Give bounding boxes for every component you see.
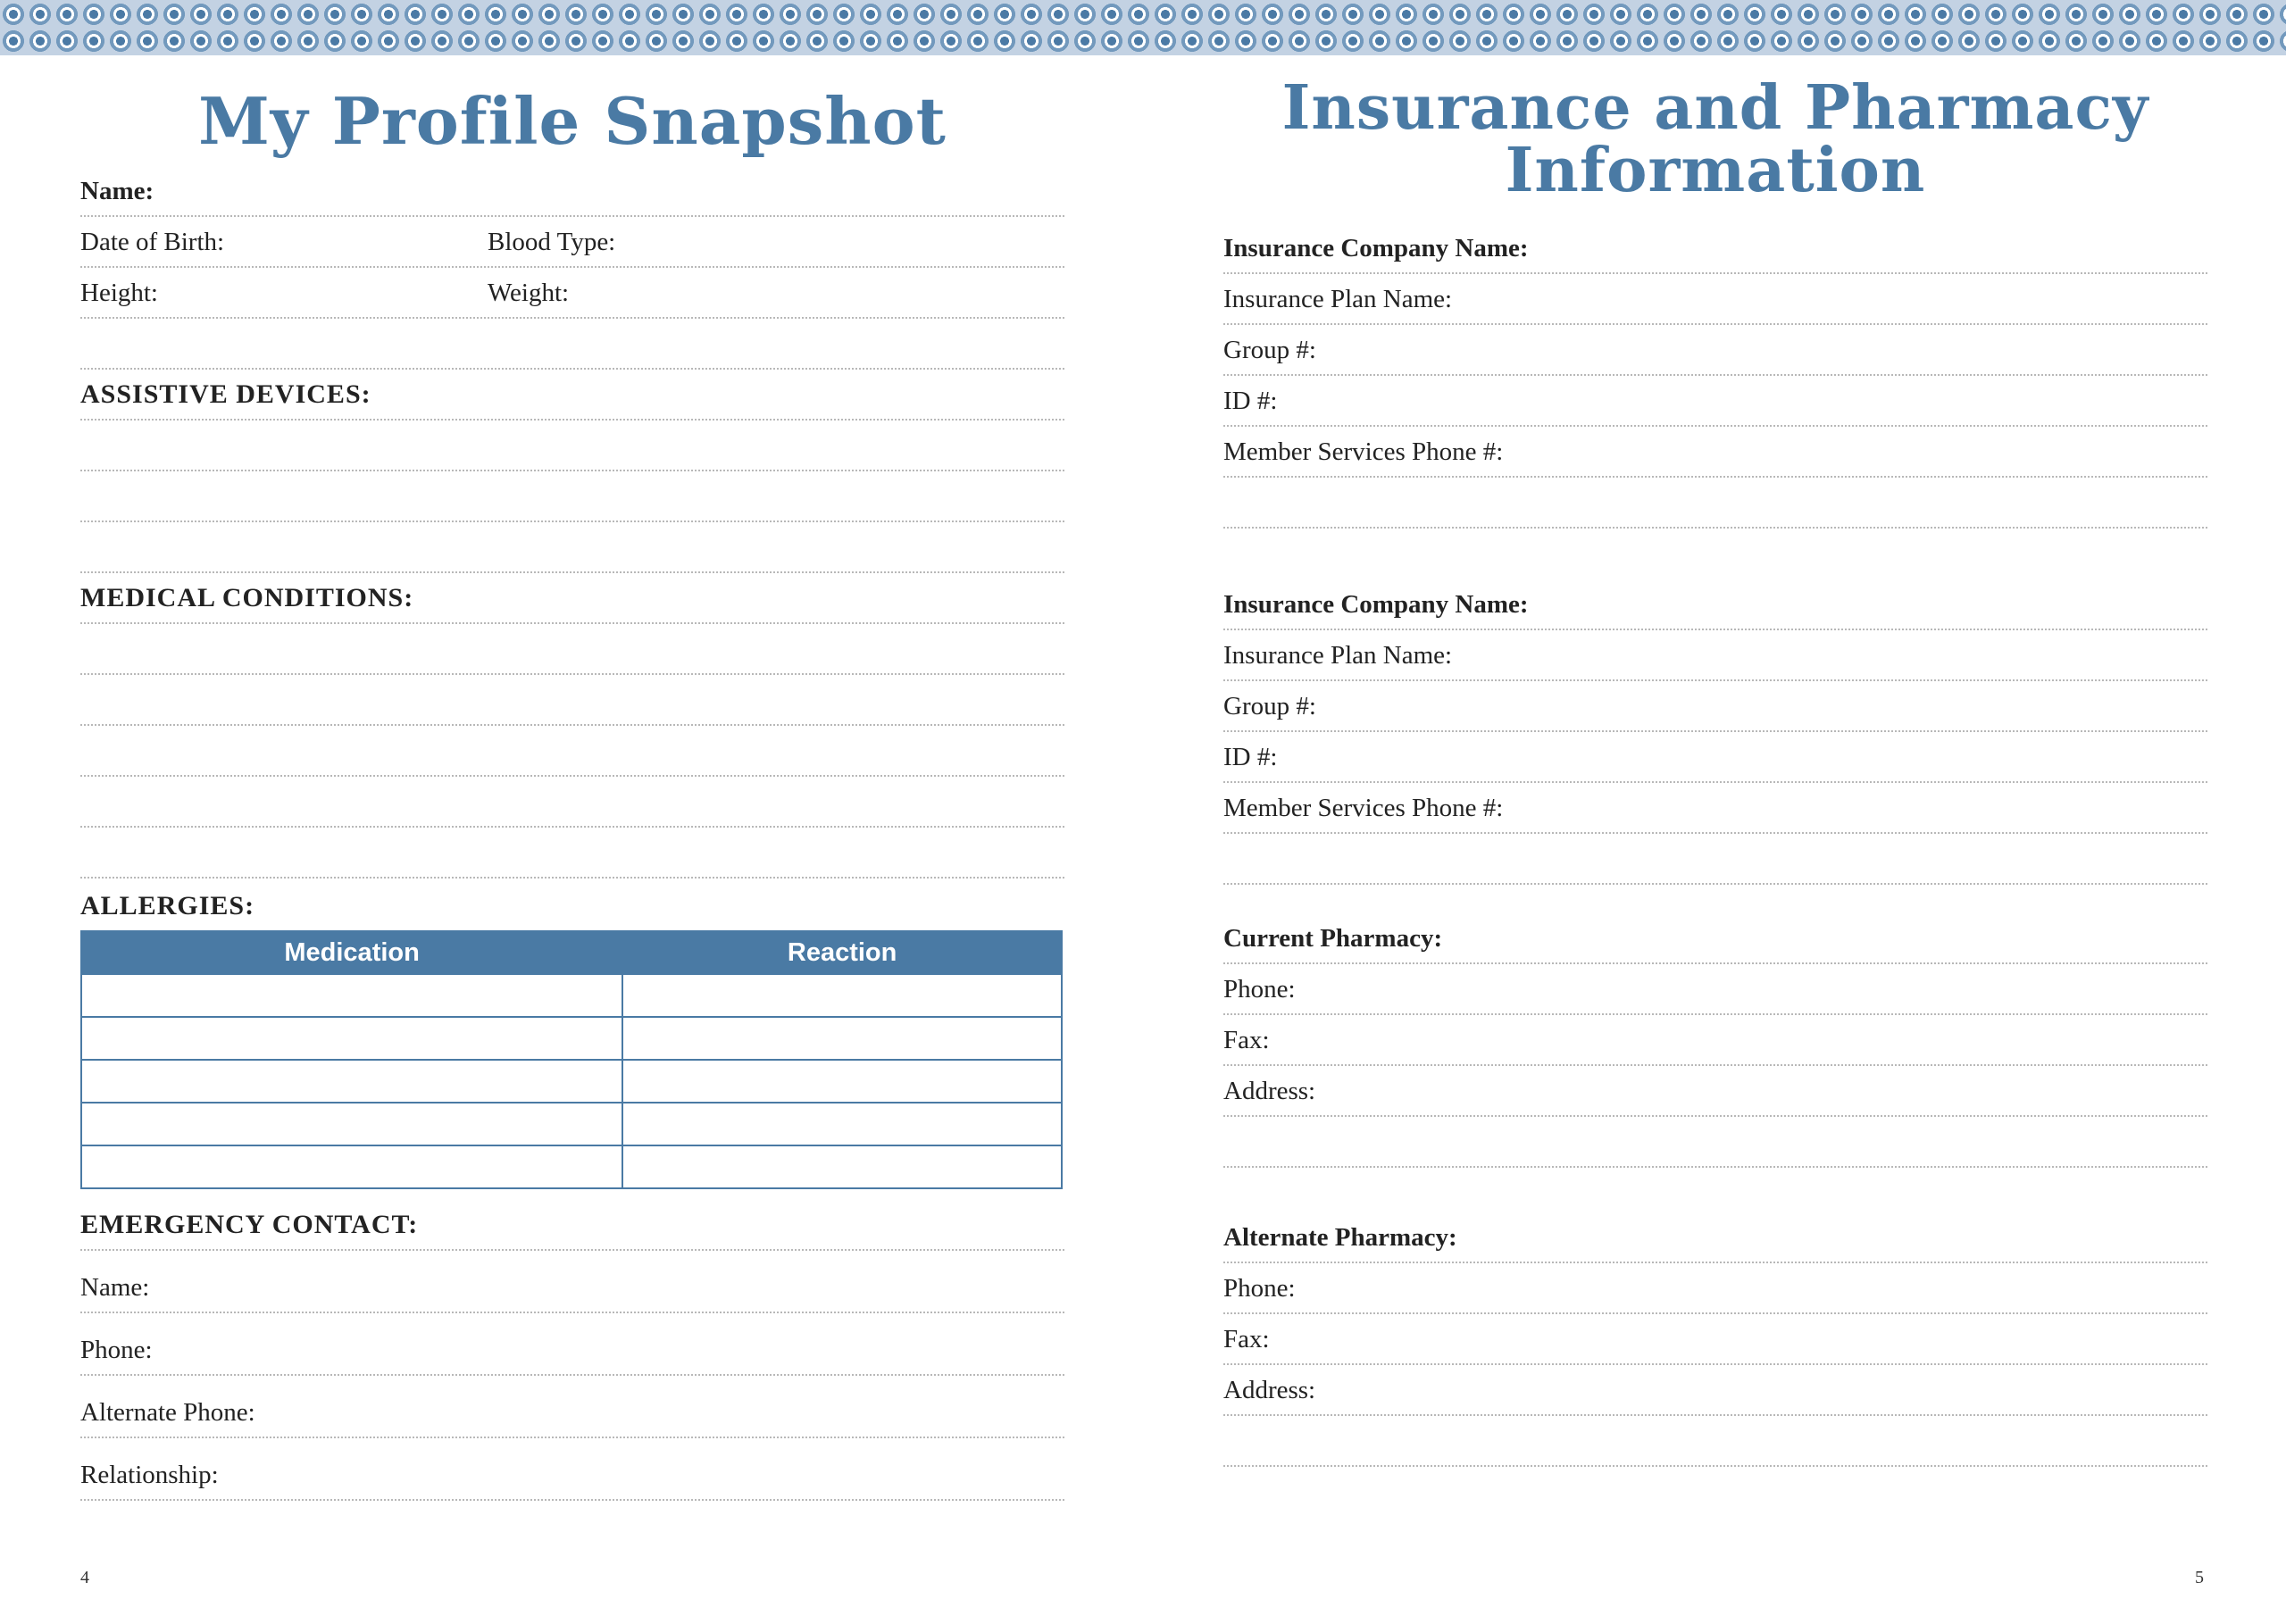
table-row — [81, 1060, 1062, 1103]
page-number-left: 4 — [80, 1568, 89, 1587]
table-row — [81, 1017, 1062, 1060]
assistive-devices-field[interactable] — [80, 370, 1064, 421]
blank-line[interactable] — [1223, 834, 2207, 885]
pharmacy-address-label: Address: — [1223, 1077, 1316, 1105]
alt-pharmacy-fax-label: Fax: — [1223, 1325, 1270, 1353]
blank-line[interactable] — [80, 777, 1064, 828]
pharmacy-phone-field[interactable] — [1223, 964, 2207, 1015]
page-title — [1223, 72, 2207, 206]
alternate-pharmacy-field[interactable] — [1223, 1212, 2207, 1263]
alternate-pharmacy-heading: Alternate Pharmacy: — [1223, 1223, 1457, 1252]
blank-line[interactable] — [80, 522, 1064, 573]
alternate-pharmacy-block — [1223, 1212, 2207, 1467]
medication-cell[interactable] — [81, 1060, 622, 1103]
dob-blood-type-row[interactable] — [80, 217, 1064, 268]
medication-cell[interactable] — [81, 1145, 622, 1188]
insurance-company-label: Insurance Company Name: — [1223, 234, 1529, 262]
group-number-field[interactable] — [1223, 325, 2207, 376]
member-services-phone-label: Member Services Phone #: — [1223, 437, 1504, 466]
ec-relationship-label: Relationship: — [80, 1461, 219, 1489]
insurance-block-2 — [1223, 579, 2207, 885]
reaction-cell[interactable] — [622, 974, 1062, 1017]
current-pharmacy-block — [1223, 913, 2207, 1168]
table-row — [81, 974, 1062, 1017]
alt-pharmacy-phone-label: Phone: — [1223, 1274, 1296, 1303]
insurance-plan-label: Insurance Plan Name: — [1223, 641, 1453, 670]
insurance-company-field[interactable] — [1223, 579, 2207, 630]
current-pharmacy-field[interactable] — [1223, 913, 2207, 964]
id-number-label: ID #: — [1223, 743, 1278, 771]
group-number-label: Group #: — [1223, 336, 1316, 364]
dob-label: Date of Birth: — [80, 228, 225, 256]
name-field[interactable] — [80, 166, 1064, 217]
id-number-field[interactable] — [1223, 732, 2207, 783]
ec-phone-field[interactable] — [80, 1313, 1064, 1376]
pharmacy-phone-label: Phone: — [1223, 975, 1296, 1004]
ec-relationship-field[interactable] — [80, 1438, 1064, 1501]
emergency-contact-heading: EMERGENCY CONTACT: — [80, 1210, 419, 1239]
insurance-company-label: Insurance Company Name: — [1223, 590, 1529, 619]
height-label: Height: — [80, 279, 158, 307]
name-label: Name: — [80, 177, 154, 205]
emergency-contact-field[interactable] — [80, 1200, 1064, 1251]
blank-line[interactable] — [80, 624, 1064, 675]
ec-alternate-phone-field[interactable] — [80, 1376, 1064, 1438]
alt-pharmacy-address-field[interactable] — [1223, 1365, 2207, 1416]
title-line-1: Insurance and Pharmacy — [1281, 72, 2149, 144]
allergies-table — [80, 930, 1063, 1189]
medication-column-header: Medication — [81, 931, 622, 974]
blank-line[interactable] — [80, 421, 1064, 471]
insurance-block-1 — [1223, 223, 2207, 529]
pharmacy-fax-field[interactable] — [1223, 1015, 2207, 1066]
blank-line[interactable] — [80, 471, 1064, 522]
alt-pharmacy-phone-field[interactable] — [1223, 1263, 2207, 1314]
reaction-cell[interactable] — [622, 1060, 1062, 1103]
ec-name-field[interactable] — [80, 1251, 1064, 1313]
current-pharmacy-heading: Current Pharmacy: — [1223, 924, 1443, 953]
medication-cell[interactable] — [81, 974, 622, 1017]
assistive-devices-heading: ASSISTIVE DEVICES: — [80, 379, 371, 409]
blank-line[interactable] — [80, 319, 1064, 370]
member-services-phone-field[interactable] — [1223, 783, 2207, 834]
table-row — [81, 1145, 1062, 1188]
blank-line[interactable] — [80, 828, 1064, 879]
medication-cell[interactable] — [81, 1103, 622, 1145]
reaction-cell[interactable] — [622, 1145, 1062, 1188]
blood-type-label: Blood Type: — [488, 228, 616, 256]
blank-line[interactable] — [80, 675, 1064, 726]
title-line-2: Information — [1505, 135, 1926, 206]
blank-line[interactable] — [1223, 1117, 2207, 1168]
height-weight-row[interactable] — [80, 268, 1064, 319]
reaction-column-header: Reaction — [622, 931, 1062, 974]
alt-pharmacy-address-label: Address: — [1223, 1376, 1316, 1404]
medication-cell[interactable] — [81, 1017, 622, 1060]
pharmacy-fax-label: Fax: — [1223, 1026, 1270, 1054]
profile-snapshot-page — [80, 55, 1064, 1501]
member-services-phone-field[interactable] — [1223, 427, 2207, 478]
pharmacy-address-field[interactable] — [1223, 1066, 2207, 1117]
insurance-plan-label: Insurance Plan Name: — [1223, 285, 1453, 313]
reaction-cell[interactable] — [622, 1103, 1062, 1145]
blank-line[interactable] — [1223, 1416, 2207, 1467]
alt-pharmacy-fax-field[interactable] — [1223, 1314, 2207, 1365]
reaction-cell[interactable] — [622, 1017, 1062, 1060]
group-number-field[interactable] — [1223, 681, 2207, 732]
blank-line[interactable] — [1223, 478, 2207, 529]
blank-line[interactable] — [80, 726, 1064, 777]
insurance-plan-field[interactable] — [1223, 630, 2207, 681]
weight-label: Weight: — [488, 279, 570, 307]
decorative-pattern-band — [0, 0, 2286, 55]
ec-alternate-phone-label: Alternate Phone: — [80, 1398, 255, 1427]
group-number-label: Group #: — [1223, 692, 1316, 720]
insurance-plan-field[interactable] — [1223, 274, 2207, 325]
insurance-pharmacy-page — [1223, 55, 2207, 1467]
id-number-label: ID #: — [1223, 387, 1278, 415]
medical-conditions-heading: MEDICAL CONDITIONS: — [80, 583, 414, 612]
page-number-right: 5 — [2195, 1568, 2204, 1587]
medical-conditions-field[interactable] — [80, 573, 1064, 624]
insurance-company-field[interactable] — [1223, 223, 2207, 274]
page-title: My Profile Snapshot — [198, 83, 947, 159]
table-row — [81, 1103, 1062, 1145]
member-services-phone-label: Member Services Phone #: — [1223, 794, 1504, 822]
ec-phone-label: Phone: — [80, 1336, 153, 1364]
id-number-field[interactable] — [1223, 376, 2207, 427]
allergies-heading: ALLERGIES: — [80, 891, 255, 920]
ec-name-label: Name: — [80, 1273, 150, 1302]
